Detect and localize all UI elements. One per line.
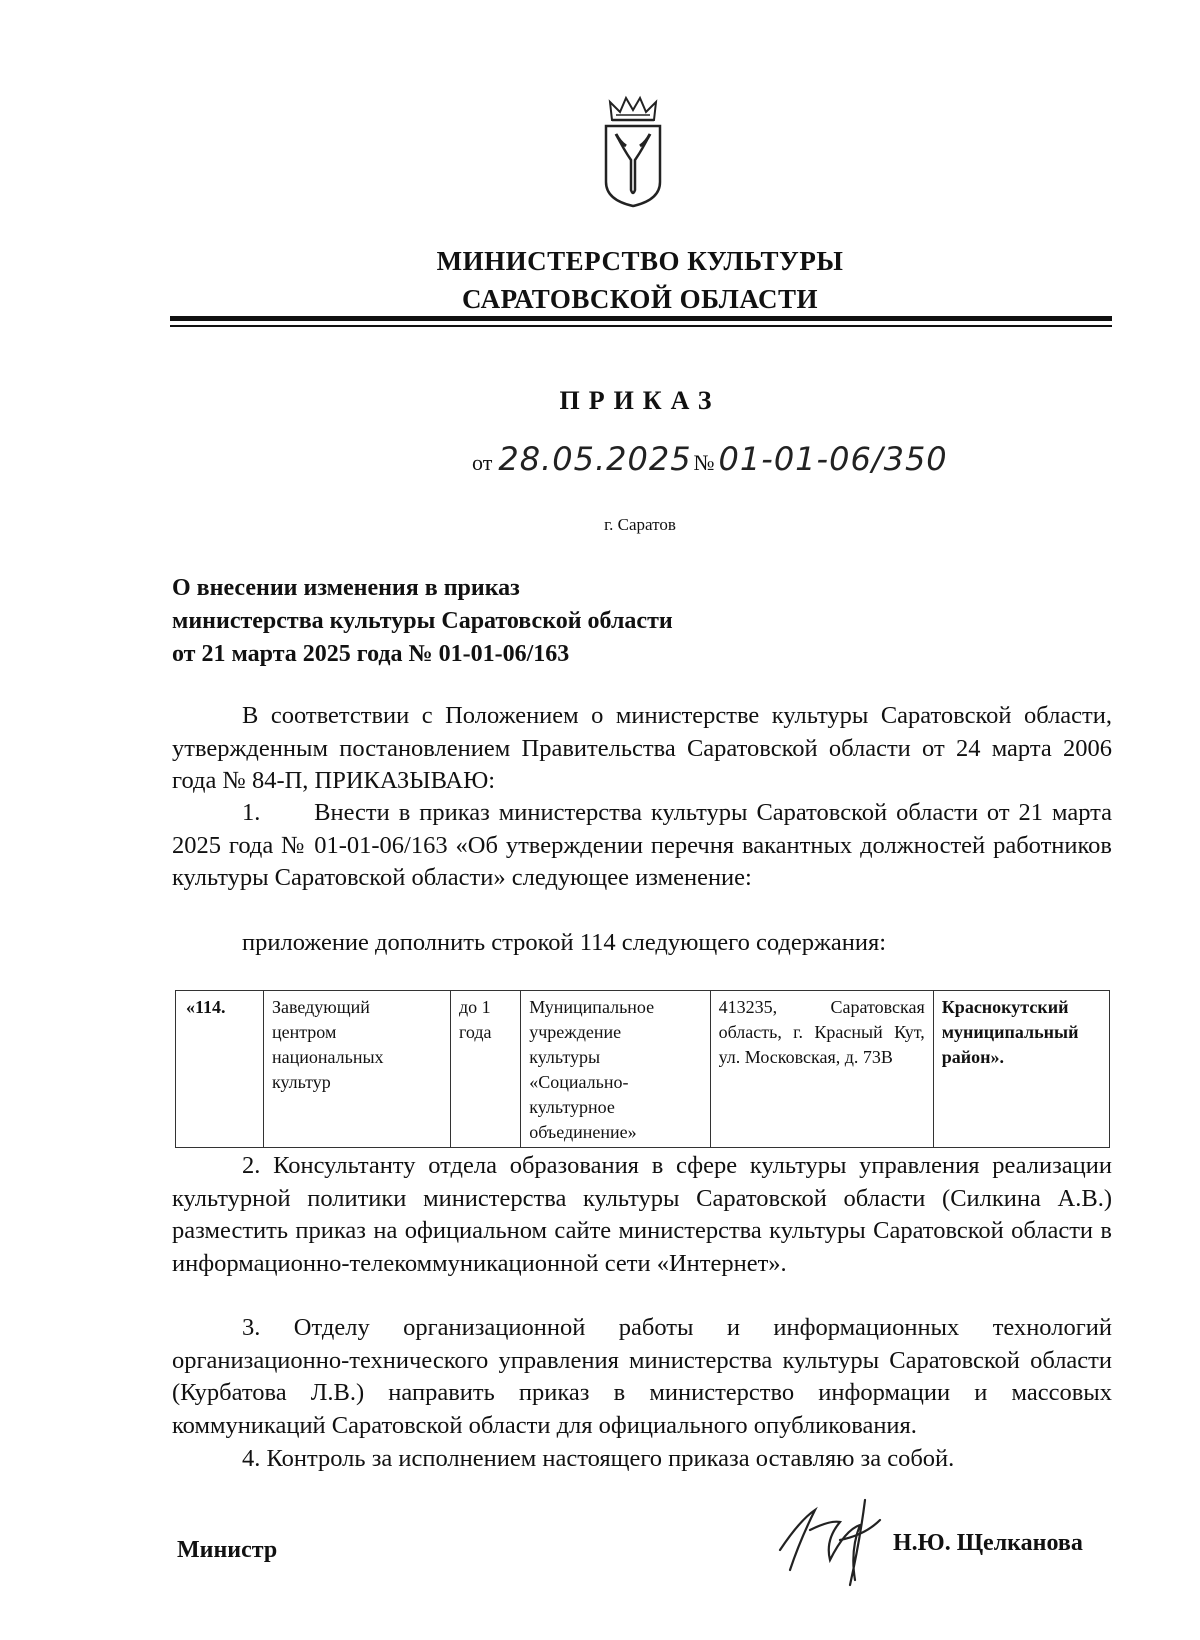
city: г. Саратов (604, 515, 676, 534)
ministry-line-2: САРАТОВСКОЙ ОБЛАСТИ (461, 284, 819, 314)
signatory-name: Н.Ю. Щелканова (893, 1530, 1083, 1556)
item-2-text: 2. Консультанту отдела образования в сфере культуры управления реализации культурной политики министерства культуры Саратовской области (Силкина А.В.) разместить приказ на официальном сайте министерства культуры Саратовской области в информационно-телекоммуникационной сети «Интернет». (172, 1152, 1112, 1277)
signatory-title: Министр (177, 1537, 278, 1563)
subject-line-3: от 21 марта 2025 года № 01-01-06/163 (172, 641, 570, 667)
header-divider-thick (170, 316, 1112, 321)
item-4-paragraph (172, 1443, 1112, 1476)
handwritten-date: 28.05.2025 (498, 440, 692, 478)
date-number-line (472, 440, 948, 478)
cell-row-number: «114. (176, 991, 264, 1148)
handwritten-signature (770, 1480, 900, 1590)
ministry-line-1: МИНИСТЕРСТВО КУЛЬТУРЫ (436, 246, 844, 276)
item-3-text: 3. Отделу организационной работы и информационных технологий организационно-технического управления министерства культуры Саратовской области (Курбатова Л.В.) направить приказ в министерство информации и массовых коммуникаций Саратовской области для официального опубликования. (172, 1314, 1112, 1439)
item-4-text: 4. Контроль за исполнением настоящего приказа оставляю за собой. (242, 1445, 955, 1472)
item-2-paragraph (172, 1150, 1112, 1280)
cell-district: Краснокутский муниципальный район». (933, 991, 1109, 1148)
document-subject (172, 572, 673, 671)
cell-address: 413235, Саратовская область, г. Красный Кут, ул. Московская, д. 73В (710, 991, 933, 1148)
preamble-text: В соответствии с Положением о министерстве культуры Саратовской области, утвержденным постановлением Правительства Саратовской области от 24 марта 2006 года № 84-П, ПРИКАЗЫВАЮ: (172, 702, 1112, 794)
coat-of-arms-icon (598, 90, 668, 210)
document-type: ПРИКАЗ (559, 386, 721, 415)
handwritten-number: 01-01-06/350 (718, 440, 948, 478)
append-text: приложение дополнить строкой 114 следующего содержания: (242, 929, 887, 956)
append-paragraph (172, 927, 1112, 960)
item-3-paragraph (172, 1312, 1112, 1442)
cell-position: Заведующий центром национальных культур (263, 991, 450, 1148)
subject-line-2: министерства культуры Саратовской области (172, 608, 673, 634)
cell-term: до 1 года (450, 991, 520, 1148)
number-prefix: № (693, 450, 715, 475)
subject-line-1: О внесении изменения в приказ (172, 575, 520, 601)
date-prefix: от (472, 450, 493, 475)
header-divider-thin (170, 325, 1112, 327)
cell-institution: Муниципальное учреждение культуры «Социально- культурное объединение» (521, 991, 710, 1148)
item-1-text: 1. Внести в приказ министерства культуры Саратовской области от 21 марта 2025 года № 01-01-06/163 «Об утверждении перечня вакантных должностей работников культуры Саратовской области» следующее изменение: (172, 799, 1119, 891)
preamble-paragraph (172, 700, 1112, 798)
ministry-name (0, 242, 1200, 318)
vacancy-table (175, 990, 1110, 1148)
table-row (176, 991, 1110, 1148)
item-1-paragraph (172, 797, 1119, 895)
